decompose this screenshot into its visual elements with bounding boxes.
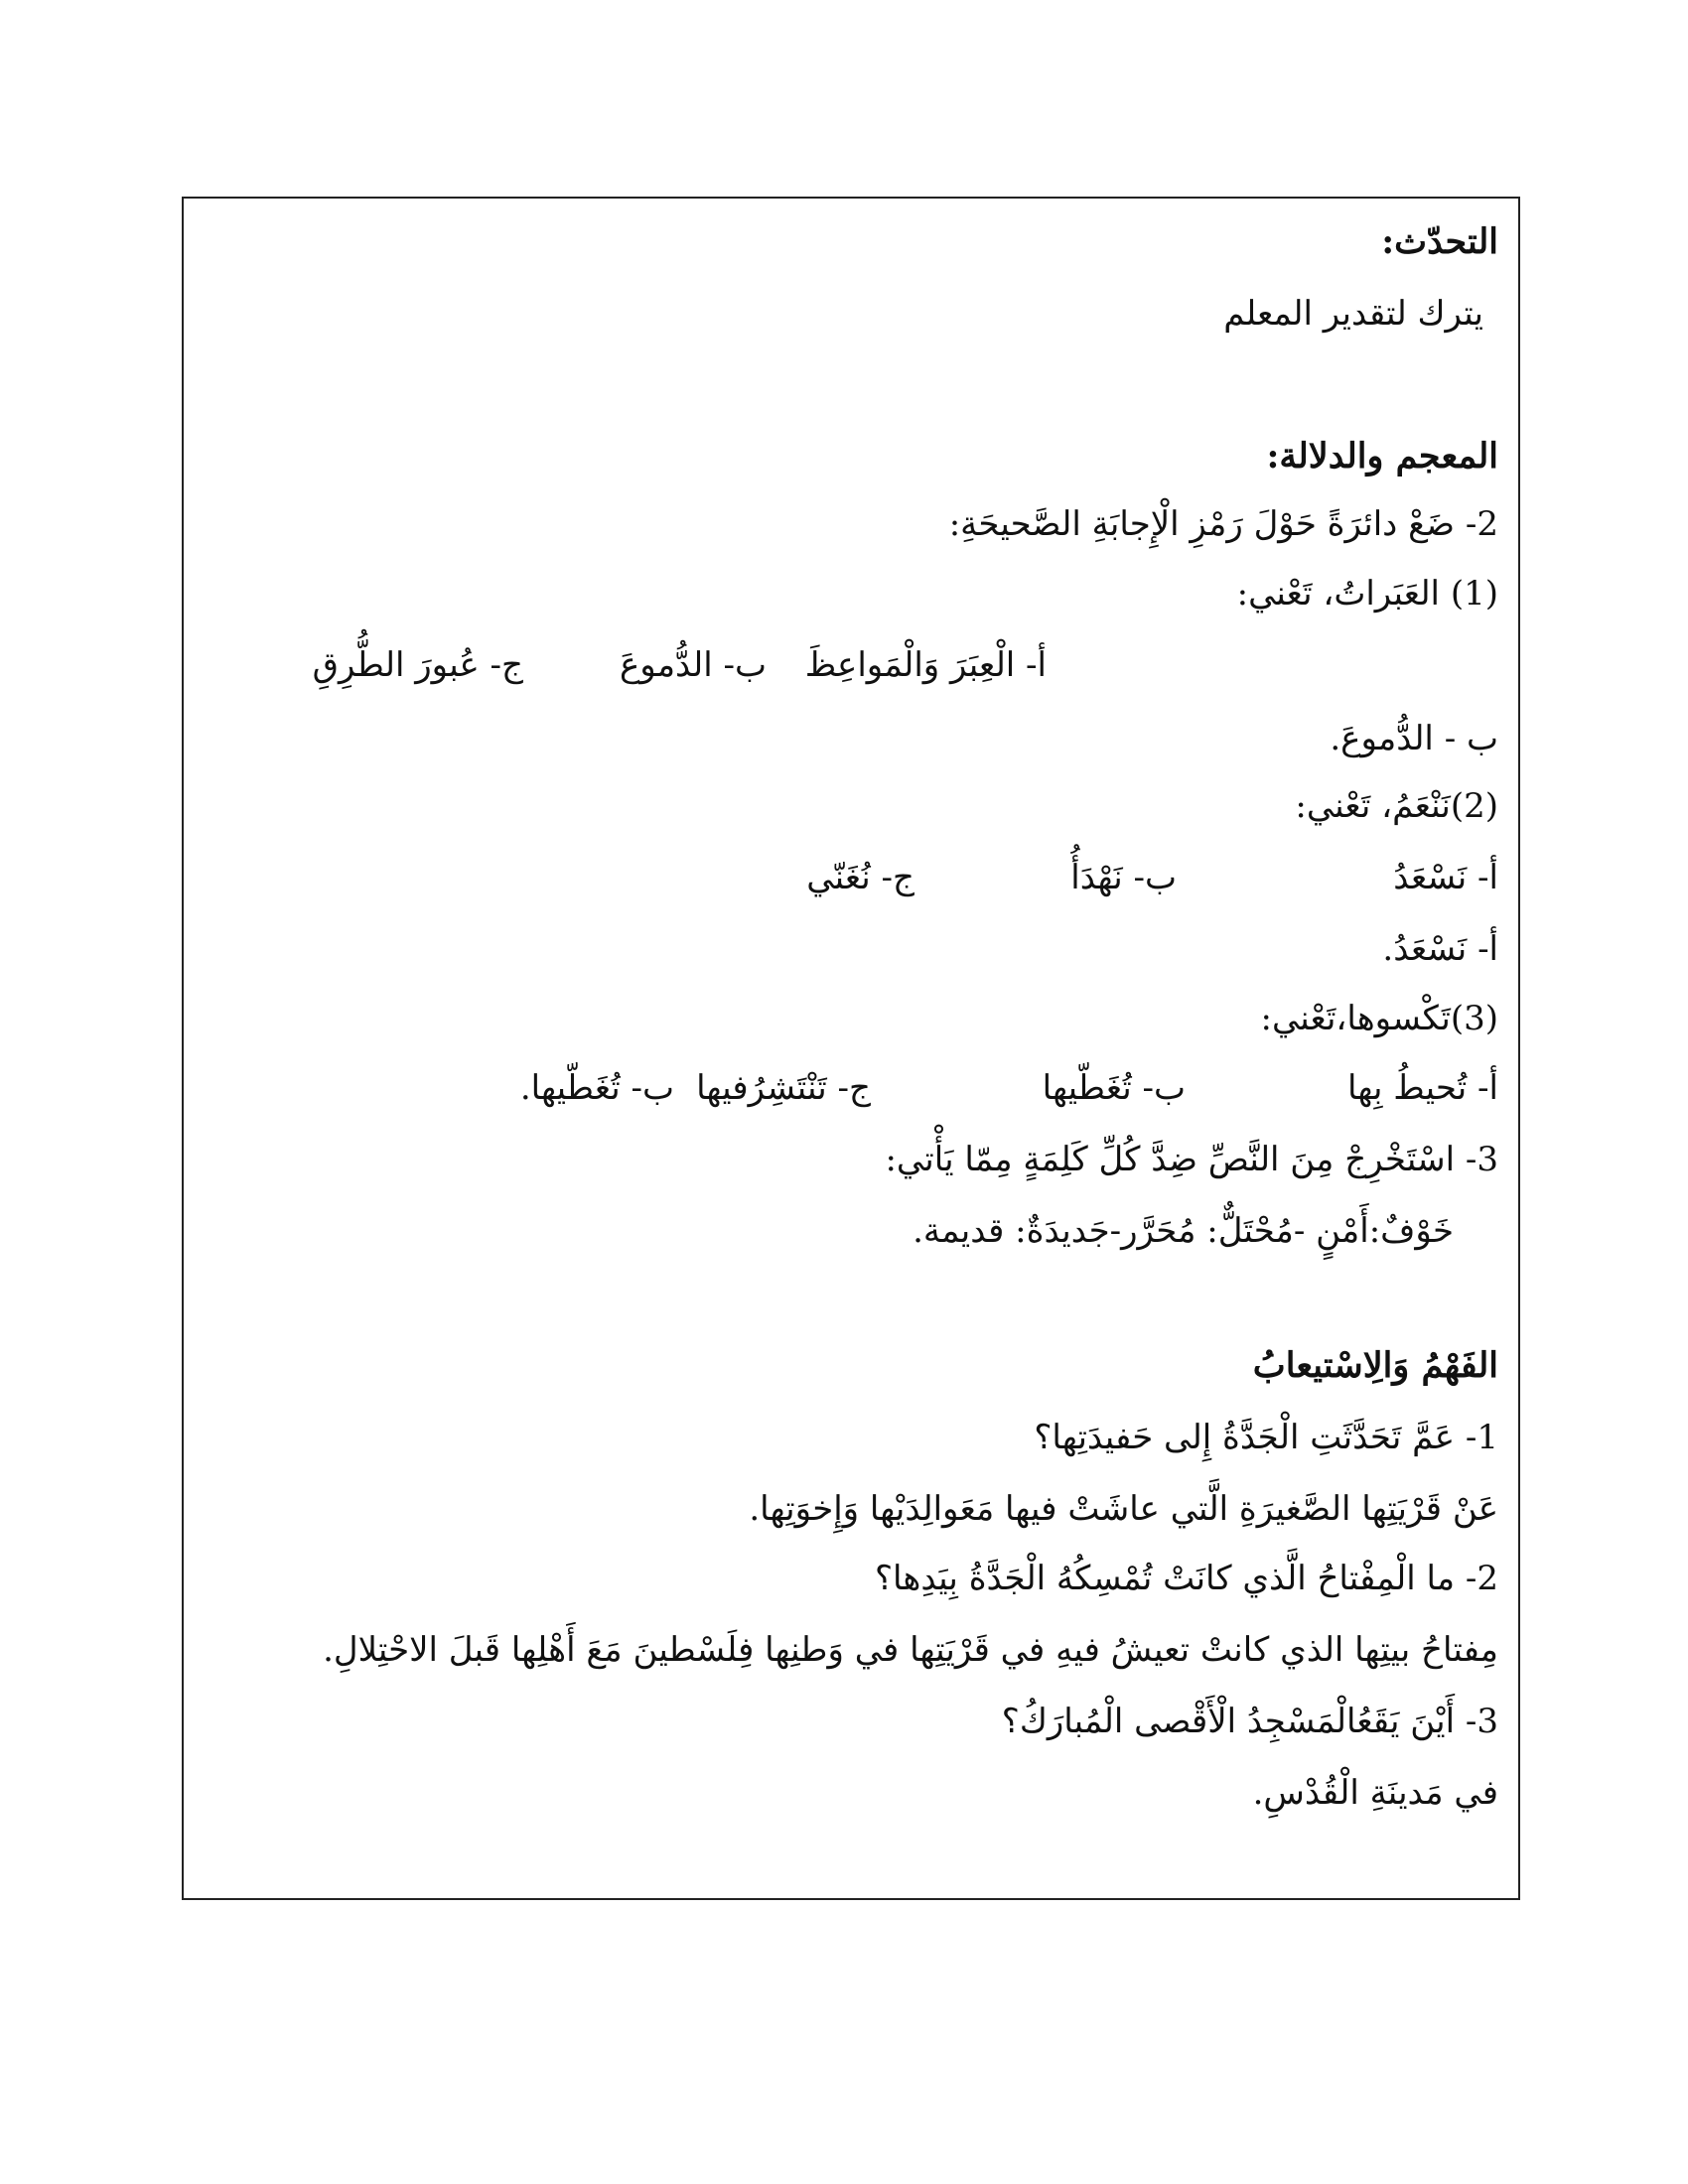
q2-answer: أ- نَسْعَدُ. [1382, 929, 1498, 969]
lexicon-heading: المعجم والدلالة: [1266, 436, 1498, 477]
q3-answer: ب- تُغَطّيها. [519, 1068, 674, 1108]
speaking-note: يترك لتقدير المعلم [1223, 294, 1483, 334]
antonyms-answer: خَوْفٌ:أَمْنٍ -مُحْتَلٌّ: مُحَرَّر-جَديدَةٌ: قديمة. [913, 1211, 1454, 1251]
q2-option-a: أ- نَسْعَدُ [1393, 858, 1498, 897]
comprehension-a2: مِفتاحُ بيتِها الذي كانتْ تعيشُ فيهِ في قَرْيَتِها في وَطنِها فِلَسْطينَ مَعَ أَهْلِها قَبلَ الاحْتِلالِ. [323, 1630, 1498, 1670]
q3-option-c: ج- تَنْتَشِرُفيها [696, 1068, 871, 1108]
comprehension-a1: عَنْ قَرْيَتِها الصَّغيرَةِ الَّتي عاشَتْ فيها مَعَوالِدَيْها وَإِخوَتِها. [749, 1489, 1498, 1529]
comprehension-q1: 1- عَمَّ تَحَدَّثَتِ الْجَدَّةُ إِلى حَفيدَتِها؟ [1034, 1418, 1498, 1457]
comprehension-heading: الفَهْمُ وَالِاسْتيعابُ [1252, 1345, 1498, 1386]
q1-option-b: ب- الدُّموعَ [619, 645, 767, 685]
q3-stem: (3)تَكْسوها،تَعْني: [1260, 999, 1498, 1038]
worksheet-frame [182, 197, 1520, 1900]
q2-option-b: ب- نَهْدَأُ [1070, 858, 1177, 897]
comprehension-q3: 3- أَيْنَ يَقَعُالْمَسْجِدُ الْأَقْصى الْمُبارَكُ؟ [1001, 1702, 1498, 1741]
comprehension-q2: 2- ما الْمِفْتاحُ الَّذي كانَتْ تُمْسِكُهُ الْجَدَّةُ بِيَدِها؟ [874, 1559, 1498, 1598]
q1-answer: ب - الدُّموعَ. [1330, 719, 1498, 758]
comprehension-a3: في مَدينَةِ الْقُدْسِ. [1252, 1773, 1498, 1813]
q2-option-c: ج- نُغَنّي [806, 858, 914, 897]
q1-stem: (1) العَبَراتُ، تَعْني: [1236, 574, 1498, 614]
q2-stem: (2)نَنْعَمُ، تَعْني: [1295, 786, 1498, 826]
q3-option-b: ب- تُغَطّيها [1042, 1068, 1186, 1108]
q3-option-a: أ- تُحيطُ بِها [1347, 1068, 1498, 1108]
q1-option-a: أ- الْعِبَرَ وَالْمَواعِظَ [804, 645, 1047, 685]
lexicon-instruction: 2- ضَعْ دائرَةً حَوْلَ رَمْزِ الْإِجابَةِ الصَّحيحَةِ: [948, 504, 1498, 544]
antonyms-instruction: 3- اسْتَخْرِجْ مِنَ النَّصِّ ضِدَّ كُلِّ كَلِمَةٍ مِمّا يَأْتي: [885, 1140, 1498, 1179]
q1-option-c: ج- عُبورَ الطُّرِقِ [312, 645, 523, 685]
speaking-heading: التحدّث: [1381, 221, 1498, 262]
